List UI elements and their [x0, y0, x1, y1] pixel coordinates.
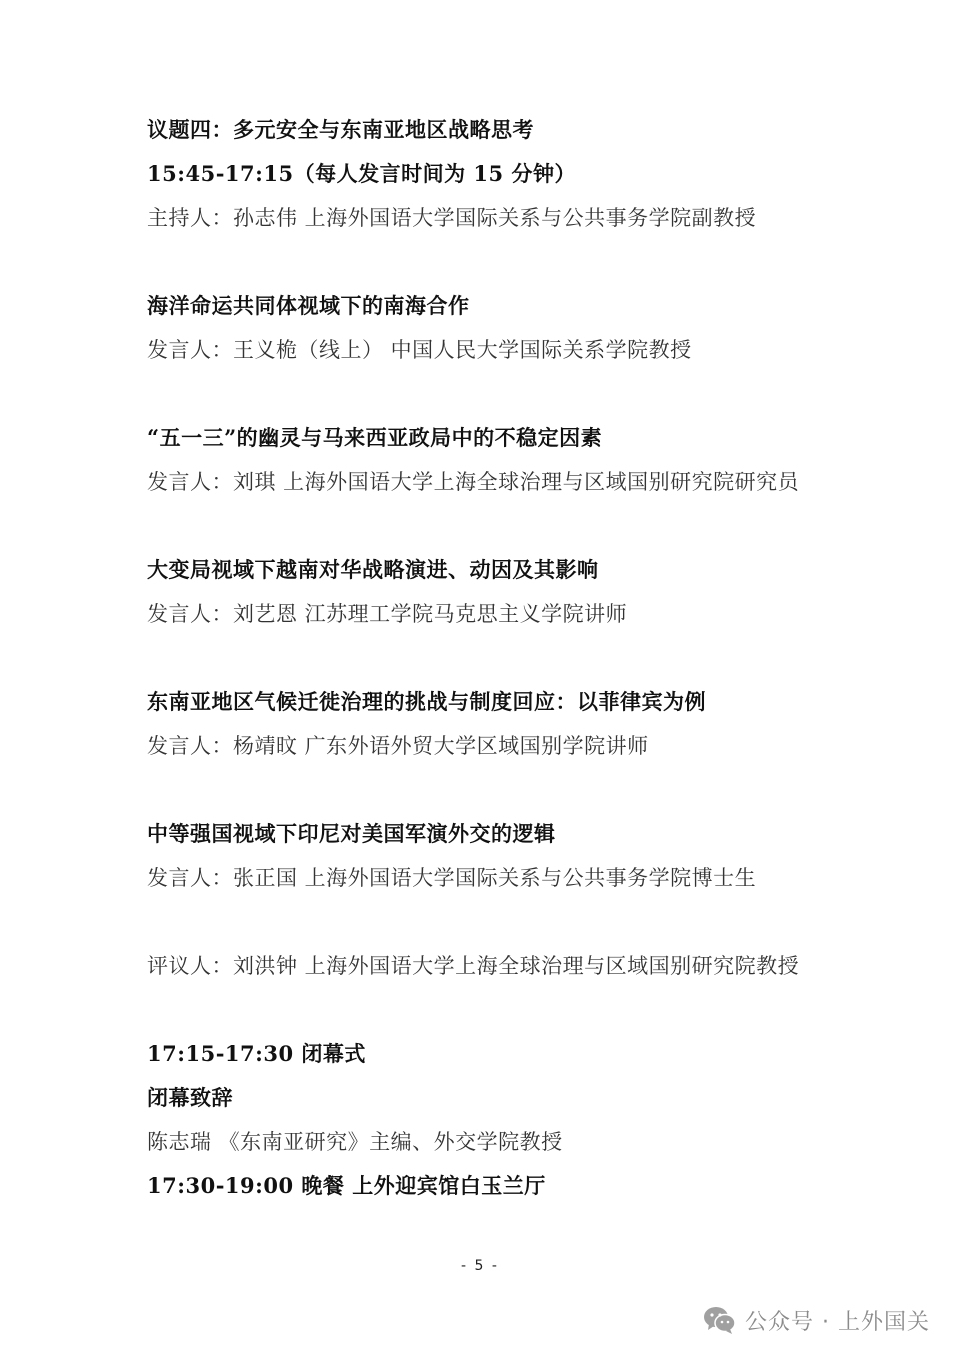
dinner-info: 17:30-19:00 晚餐 上外迎宾馆白玉兰厅	[147, 1173, 546, 1198]
talk-title: “五一三”的幽灵与马来西亚政局中的不稳定因素	[147, 425, 603, 450]
session-topic-title: 议题四：多元安全与东南亚地区战略思考	[147, 117, 534, 142]
commentator: 评议人：刘洪钟 上海外国语大学上海全球治理与区域国别研究院教授	[147, 954, 800, 978]
talk-title: 大变局视域下越南对华战略演进、动因及其影响	[147, 557, 599, 582]
talk-speaker: 发言人：刘艺恩 江苏理工学院马克思主义学院讲师	[147, 602, 628, 626]
closing-speech-title: 闭幕致辞	[147, 1085, 233, 1110]
wechat-watermark	[703, 1302, 930, 1338]
talk-speaker: 发言人：刘琪 上海外国语大学上海全球治理与区域国别研究院研究员	[147, 470, 800, 494]
talk-speaker: 发言人：杨靖旼 广东外语外贸大学区域国别学院讲师	[147, 734, 649, 758]
talk-speaker: 发言人：张正国 上海外国语大学国际关系与公共事务学院博士生	[147, 866, 757, 890]
talk-title: 东南亚地区气候迁徙治理的挑战与制度回应：以菲律宾为例	[147, 689, 706, 714]
session-host: 主持人：孙志伟 上海外国语大学国际关系与公共事务学院副教授	[147, 206, 757, 230]
talk-title: 海洋命运共同体视域下的南海合作	[147, 293, 470, 318]
wechat-icon	[703, 1305, 737, 1335]
closing-time-title: 17:15-17:30 闭幕式	[147, 1041, 366, 1066]
talk-speaker: 发言人：王义桅（线上） 中国人民大学国际关系学院教授	[147, 338, 692, 362]
page-number: - 5 -	[461, 1258, 499, 1274]
talk-title: 中等强国视域下印尼对美国军演外交的逻辑	[147, 821, 556, 846]
session-time: 15:45-17:15（每人发言时间为 15 分钟）	[147, 161, 576, 186]
closing-speaker: 陈志瑞 《东南亚研究》主编、外交学院教授	[147, 1130, 563, 1154]
watermark-text: 公众号 · 上外国关	[745, 1309, 930, 1335]
